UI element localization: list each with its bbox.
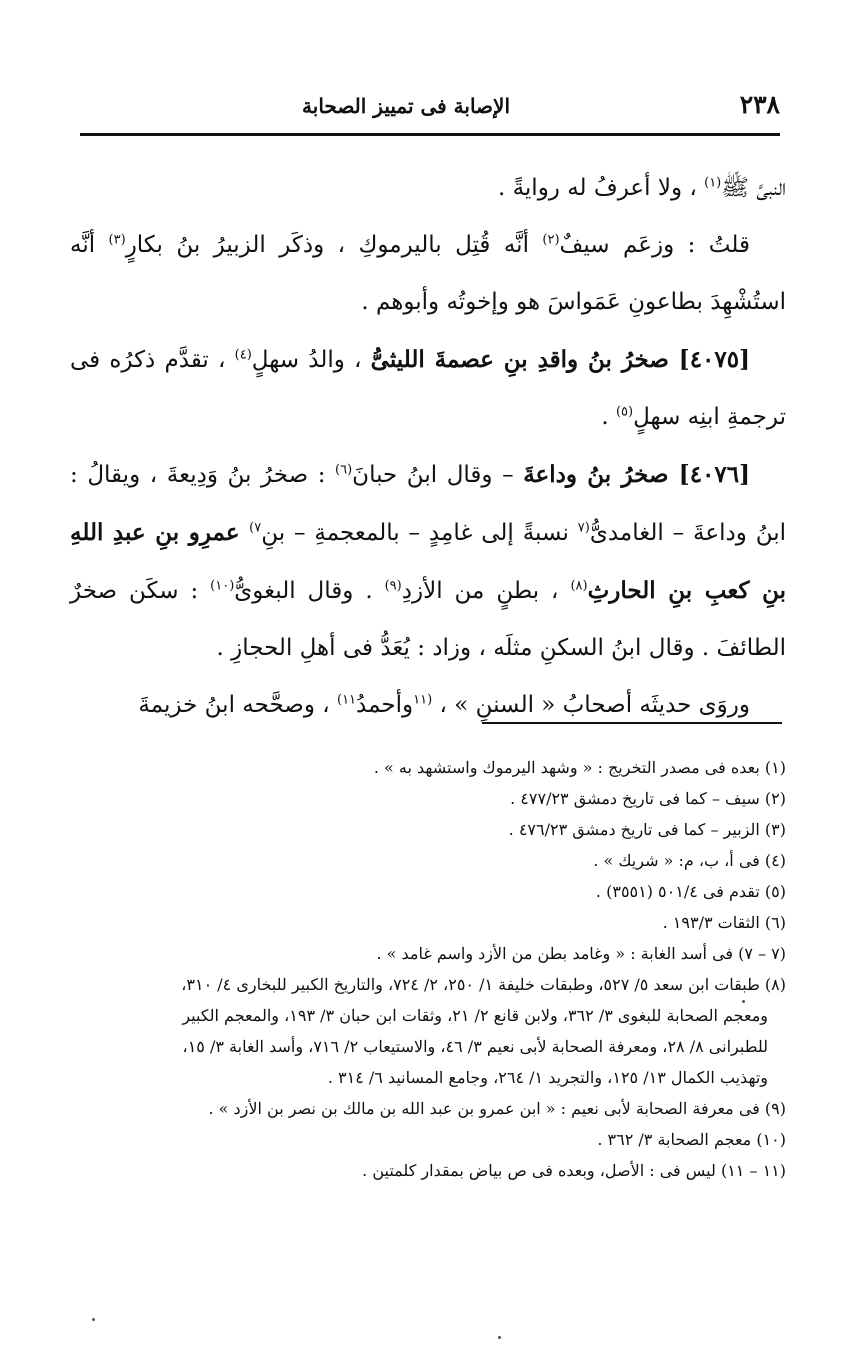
footnote-ref-4: (٤): [234, 347, 252, 363]
footnote-line: (١) بعده فى مصدر التخريج : « وشهد اليرموك واستشهد به » .: [373, 758, 786, 777]
footnote-ref-9: (٩): [384, 578, 402, 594]
text-run: أنَّه استُشْهِدَ بطاعونِ عَمَواسَ هو وإخوتُه وأبوهم .: [70, 232, 786, 315]
page-header: [80, 88, 780, 128]
paragraph-2: [70, 217, 786, 331]
text-run: ، والدُ سهلٍ: [251, 347, 371, 373]
page-speck: [498, 1336, 501, 1339]
text-run: نسبةً إلى غامِدٍ – بالمعجمةِ – بنِ: [261, 520, 578, 546]
footnote-line: (٢) سيف – كما فى تاريخ دمشق ٤٧٧/٢٣ .: [510, 789, 786, 808]
page-speck: [742, 1000, 745, 1003]
text-run: النبىَّ ﷺ: [721, 175, 786, 201]
footnote-line: (٦) الثقات ١٩٣/٣ .: [662, 913, 786, 932]
footnote-ref-2: (٢): [542, 232, 560, 248]
text-run: وروَى حديثَه أصحابُ « السننِ » ،: [432, 692, 750, 718]
text-run: . وقال البغوىُّ: [234, 578, 385, 604]
page-number: ٢٣٨: [739, 90, 780, 119]
footnote-line: (٣) الزبير – كما فى تاريخ دمشق ٤٧٦/٢٣ .: [508, 820, 786, 839]
footnote-ref-11-close: ١١): [336, 692, 357, 708]
footnote-line: ومعجم الصحابة للبغوى ٣/ ٣٦٢، ولابن قانع ٢/ ٢١، وثقات ابن حبان ٣/ ١٩٣، والمعجم الكبير: [182, 1006, 768, 1025]
text-run: ، ولا أعرفُ له روايةً .: [497, 175, 705, 201]
footnote-line: (٩) فى معرفة الصحابة لأبى نعيم : « ابن عمرو بن عبد الله بن مالك بن نصر بن الأزد » .: [208, 1099, 786, 1118]
footnotes: [70, 752, 786, 1186]
footnote-line: (١٠) معجم الصحابة ٣/ ٣٦٢ .: [597, 1130, 786, 1149]
footnote-line: (٥) تقدم فى ٥٠١/٤ (٣٥٥١) .: [595, 882, 786, 901]
paragraph-5: [70, 677, 786, 734]
footnote-line: (٧ – ٧) فى أسد الغابة : « وغامد بطن من الأزد واسم غامد » .: [376, 944, 786, 963]
main-text: [70, 160, 786, 734]
footnote-separator: [482, 722, 782, 724]
footnote-line: (١١ – ١١) ليس فى : الأصل، وبعده فى ص بياض بمقدار كلمتين .: [362, 1161, 786, 1180]
header-rule: [80, 133, 780, 136]
footnote-ref-3: (٣): [108, 232, 126, 248]
text-run: – وقال ابنُ حبانَ: [352, 462, 524, 488]
running-title: الإصابة فى تمييز الصحابة: [302, 94, 510, 118]
footnote-line: للطبرانى ٨/ ٢٨، ومعرفة الصحابة لأبى نعيم ٣/ ٤٦، والاستيعاب ٢/ ٧١٦، وأسد الغابة ٣/ ١٥،: [182, 1037, 768, 1056]
footnote-line: وتهذيب الكمال ١٣/ ١٢٥، والتجريد ١/ ٢٦٤، وجامع المسانيد ٦/ ٣١٤ .: [327, 1068, 768, 1087]
text-run: ، بطنٍ من الأزدِ: [401, 578, 571, 604]
footnote-ref-5: (٥): [615, 404, 634, 420]
text-run: ، وصحَّحه ابنُ خزيمةَ: [138, 692, 337, 718]
text-run: قلتُ : وزعَم سيفٌ: [559, 232, 750, 258]
text-run: أنَّه قُتِل باليرموكِ ، وذكَر الزبيرُ بنُ بكارٍ: [125, 232, 543, 258]
paragraph-1: [70, 160, 786, 217]
text-run: .: [601, 404, 616, 430]
footnote-ref-8: (٨): [570, 578, 588, 594]
text-run: وأحمدُ: [356, 692, 414, 718]
footnote-line: (٨) طبقات ابن سعد ٥/ ٥٢٧، وطبقات خليفة ١/ ٢٥٠، ٢/ ٧٢٤، والتاريخ الكبير للبخارى ٤/ ٣١٠،: [181, 975, 786, 994]
footnote-ref-7-open: (٧: [577, 520, 590, 536]
footnote-ref-7-close: ٧): [249, 520, 262, 536]
footnote-ref-11-open: (١١: [413, 692, 433, 708]
footnote-ref-1: (١): [704, 175, 722, 191]
footnote-ref-6: (٦): [335, 462, 353, 478]
footnote-line: (٤) فى أ، ب، م: « شريك » .: [593, 851, 786, 870]
lineage-name: عمرِو بنِ عبدِ اللهِ بنِ كعبِ بنِ الحارثِ: [70, 519, 786, 604]
page-speck: [92, 1318, 95, 1321]
footnote-ref-10: (١٠): [210, 578, 235, 594]
entry-heading: [٤٠٧٦] صخرُ بنُ وداعةَ: [523, 461, 750, 488]
entry-heading: [٤٠٧٥] صخرُ بنُ واقدِ بنِ عصمةَ الليثىُّ: [370, 346, 750, 373]
entry-4075: [70, 331, 786, 446]
entry-4076: [70, 446, 786, 677]
text-run: : صخرُ بنُ وَدِيعةَ ، ويقالُ : ابنُ وداعةَ – الغامدىُّ: [70, 462, 786, 546]
text-run: : سكَن صخرٌ الطائفَ . وقال ابنُ السكنِ مثلَه ، وزاد : يُعَدُّ فى أهلِ الحجازِ .: [70, 578, 786, 661]
text-run: ، تقدَّم ذكرُه فى ترجمةِ ابنِه سهلٍ: [70, 347, 786, 430]
